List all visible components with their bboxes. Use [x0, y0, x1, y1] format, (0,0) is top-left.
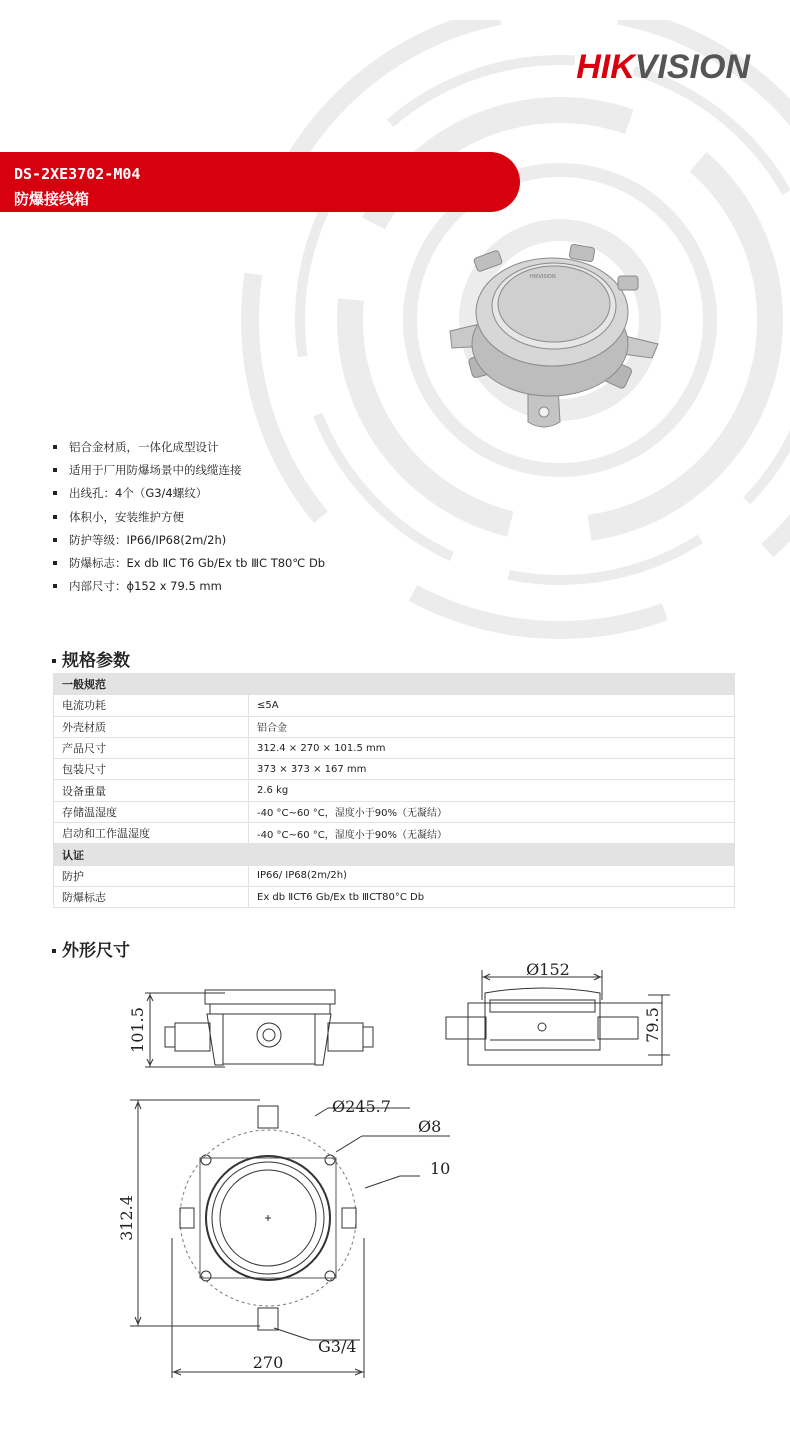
ear-width-label: 10: [430, 1159, 451, 1178]
feature-item: 铝合金材质，一体化成型设计: [50, 436, 325, 459]
table-row: 启动和工作温湿度 -40 °C~60 °C，湿度小于90%（无凝结）: [54, 823, 735, 844]
product-image: [440, 236, 670, 436]
feature-item: 防护等级：IP66/IP68(2m/2h): [50, 529, 325, 552]
bullet-icon: [52, 949, 56, 953]
side-height-label: 101.5: [128, 1007, 147, 1053]
table-row: 外壳材质 铝合金: [54, 716, 735, 737]
total-height-label: 312.4: [117, 1195, 136, 1241]
top-view-drawing: [440, 955, 670, 1070]
spec-group-header: 一般规范: [54, 674, 735, 695]
model-number: DS-2XE3702-M04: [14, 165, 141, 183]
thread-label: G3/4: [318, 1337, 357, 1356]
table-row: 存储温湿度 -40 °C~60 °C，湿度小于90%（无凝结）: [54, 801, 735, 822]
feature-item: 出线孔：4个（G3/4螺纹）: [50, 482, 325, 505]
feature-list: [50, 436, 325, 598]
table-row: 电流功耗 ≤5A: [54, 695, 735, 716]
plan-view-drawing: [110, 1088, 470, 1388]
side-view-drawing: [115, 985, 385, 1070]
spec-table: [53, 673, 735, 908]
spec-section-title: 规格参数: [52, 646, 130, 671]
bolt-circle-label: Ø245.7: [332, 1097, 391, 1116]
table-row: 包装尺寸 373 × 373 × 167 mm: [54, 759, 735, 780]
dimension-section-title: 外形尺寸: [52, 936, 130, 961]
table-row: 防护 IP66/ IP68(2m/2h): [54, 865, 735, 886]
feature-item: 体积小，安装维护方便: [50, 506, 325, 529]
spec-group-header: 认证: [54, 844, 735, 865]
total-width-label: 270: [252, 1353, 284, 1372]
table-row: 设备重量 2.6 kg: [54, 780, 735, 801]
top-height-label: 79.5: [643, 1007, 662, 1043]
hole-label: Ø8: [418, 1117, 442, 1136]
product-type: 防爆接线箱: [14, 190, 90, 208]
svg-text:HIKVISION: HIKVISION: [530, 274, 556, 280]
hikvision-logo: HIKVISION: [576, 48, 750, 86]
feature-item: 内部尺寸：ϕ152 x 79.5 mm: [50, 575, 325, 598]
feature-item: 适用于厂用防爆场景中的线缆连接: [50, 459, 325, 482]
feature-item: 防爆标志：Ex db ⅡC T6 Gb/Ex tb ⅢC T80℃ Db: [50, 552, 325, 575]
top-diameter-label: Ø152: [526, 960, 570, 979]
table-row: 防爆标志 Ex db ⅡCT6 Gb/Ex tb ⅢCT80°C Db: [54, 886, 735, 907]
table-row: 产品尺寸 312.4 × 270 × 101.5 mm: [54, 737, 735, 758]
bullet-icon: [52, 659, 56, 663]
